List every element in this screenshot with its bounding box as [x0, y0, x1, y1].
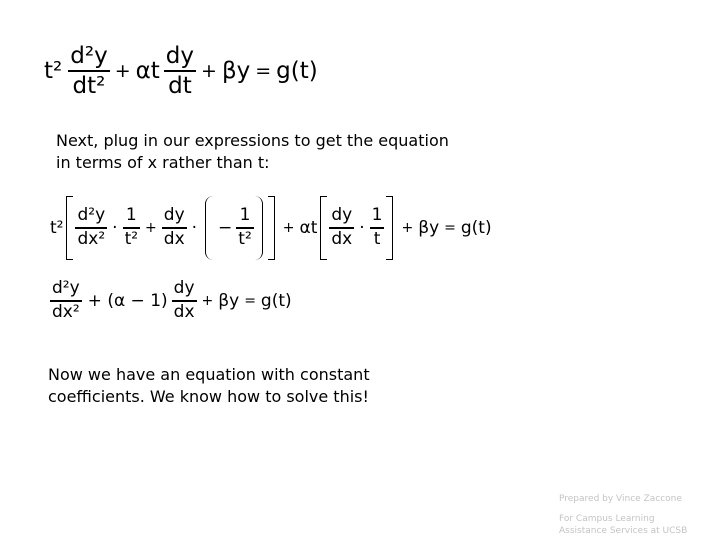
paragraph-2 [48, 364, 370, 408]
credit-line-2: For Campus Learning [559, 514, 655, 524]
eq2-numerator: 1 [371, 205, 383, 226]
credit-line-1: Prepared by Vince Zaccone [559, 494, 682, 504]
paragraph-1-line-1: Next, plug in our expressions to get the equation [56, 131, 449, 150]
eq3-alpha-minus-one: + (α − 1) [87, 291, 168, 311]
eq3-plus: + [201, 293, 214, 309]
eq2-fraction-d2y-dx2 [75, 207, 107, 248]
paragraph-2-line-1: Now we have an equation with constant [48, 365, 370, 384]
eq3-numerator: dy [173, 278, 195, 299]
eq2-plus: + [282, 220, 295, 236]
eq2-fraction-1-over-t2 [123, 207, 140, 248]
equation-2 [50, 196, 492, 260]
eq2-alpha-t: αt [299, 218, 318, 238]
fraction-bar [164, 70, 196, 71]
eq2-fraction-1-over-t2-neg [236, 207, 253, 248]
eq2-minus: − [218, 218, 233, 238]
paragraph-1-line-2: in terms of x rather than t: [56, 153, 270, 172]
eq3-denominator: dx² [52, 301, 80, 322]
eq1-t-squared: t² [44, 58, 63, 84]
eq2-numerator: 1 [239, 205, 251, 226]
eq2-numerator: dy [331, 205, 353, 226]
eq2-fraction-dy-dx [162, 207, 187, 248]
eq3-numerator: d²y [52, 278, 80, 299]
eq2-fraction-1-over-t [370, 207, 385, 248]
equation-3 [50, 270, 292, 332]
eq3-equals: = [244, 293, 256, 309]
fraction-bar [68, 70, 109, 71]
eq1-second-derivative-fraction [68, 44, 109, 98]
eq2-dot: · [112, 218, 118, 238]
eq3-beta-y: βy [218, 291, 240, 311]
eq2-numerator: d²y [77, 205, 106, 226]
eq2-beta-y: βy [418, 218, 440, 238]
left-bracket [66, 196, 73, 260]
eq2-denominator: t² [124, 228, 139, 249]
paragraph-2-line-2: coefficients. We know how to solve this! [48, 387, 369, 406]
eq2-equals: = [444, 220, 456, 236]
left-paren [205, 196, 213, 260]
eq2-dot: · [191, 218, 198, 238]
eq1-beta-y: βy [221, 58, 251, 84]
eq2-dot: · [359, 218, 365, 238]
eq1-denominator-dt: dt [168, 72, 192, 99]
right-bracket [386, 196, 393, 260]
eq3-denominator: dx [173, 301, 195, 322]
right-paren [255, 196, 263, 260]
eq3-fraction-d2y-dx2 [50, 280, 82, 321]
eq1-plus: + [114, 60, 131, 82]
eq1-alpha-t: αt [135, 58, 160, 84]
eq2-denominator: dx² [77, 228, 106, 249]
credit-line-3: Assistance Services at UCSB [559, 526, 688, 536]
eq2-numerator: 1 [125, 205, 137, 226]
paragraph-1 [56, 130, 449, 174]
eq1-equals: = [255, 60, 272, 82]
right-bracket [268, 196, 275, 260]
eq2-denominator: dx [331, 228, 353, 249]
eq3-rhs: g(t) [260, 291, 292, 311]
eq2-plus: + [401, 220, 414, 236]
eq1-numerator-dy: dy [165, 43, 195, 70]
left-bracket [320, 196, 327, 260]
eq1-rhs: g(t) [276, 58, 318, 84]
eq1-first-derivative-fraction [164, 44, 196, 98]
eq1-denominator-dt2: dt² [72, 72, 106, 99]
eq2-plus: + [145, 220, 157, 236]
eq2-numerator: dy [163, 205, 185, 226]
eq2-t-squared: t² [50, 218, 64, 238]
eq2-denominator: dx [163, 228, 185, 249]
eq2-denominator: t² [238, 228, 252, 249]
eq2-fraction-dy-dx-2 [329, 207, 354, 248]
eq2-denominator: t [373, 228, 381, 249]
equation-1 [44, 28, 318, 114]
eq2-rhs: g(t) [460, 218, 492, 238]
eq1-plus: + [201, 60, 217, 82]
eq1-numerator-d2y: d²y [70, 43, 108, 70]
eq3-fraction-dy-dx [172, 280, 197, 321]
